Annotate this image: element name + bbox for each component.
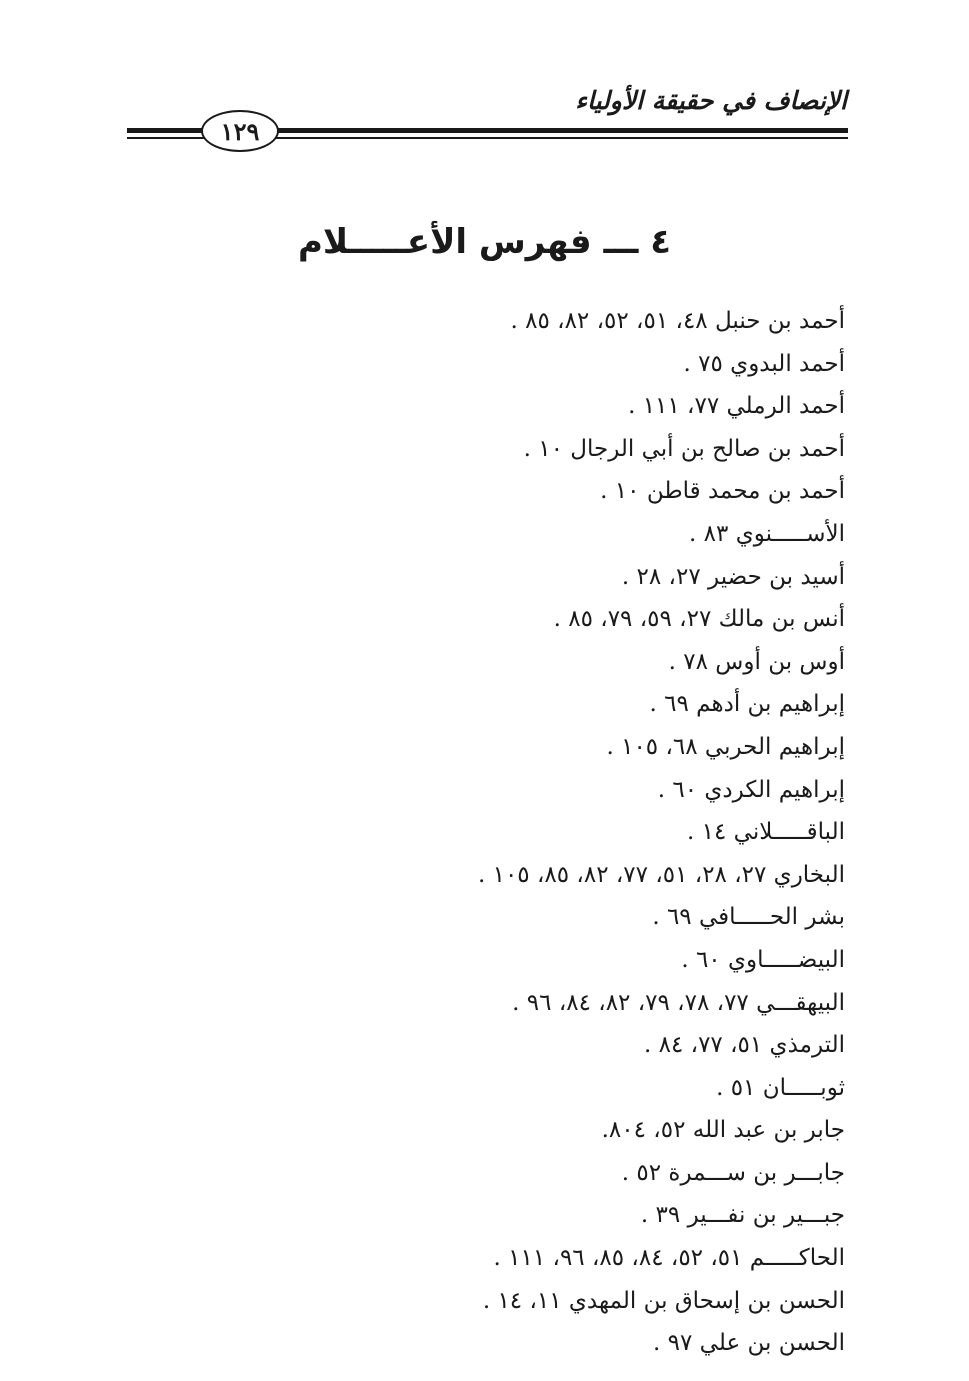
index-entry: أسيد بن حضير ٢٧، ٢٨ . — [621, 563, 845, 590]
index-entry: الباقـــــلاني ١٤ . — [687, 819, 845, 846]
index-entry: أحمد بن صالح بن أبي الرجال ١٠ . — [523, 435, 845, 462]
index-entry: الترمذي ٥١، ٧٧، ٨٤ . — [644, 1032, 845, 1059]
index-entry: البيضـــــاوي ٦٠ . — [681, 946, 845, 973]
index-entry: أحمد البدوي ٧٥ . — [683, 350, 845, 377]
index-entry: إبراهيم بن أدهم ٦٩ . — [649, 691, 845, 718]
section-title: ٤ ـــ فهرس الأعـــــلام — [298, 222, 671, 262]
index-entry: الحاكـــــم ٥١، ٥٢، ٨٤، ٨٥، ٩٦، ١١١ . — [493, 1245, 845, 1272]
index-entry: أوس بن أوس ٧٨ . — [668, 648, 845, 675]
names-index-list — [285, 300, 845, 1365]
index-entry: جابر بن عبد الله ٥٢، ٨٠٤. — [601, 1117, 845, 1144]
page-number: ١٢٩ — [220, 116, 260, 146]
page-number-badge — [201, 110, 279, 152]
index-entry: البخاري ٢٧، ٢٨، ٥١، ٧٧، ٨٢، ٨٥، ١٠٥ . — [477, 861, 845, 888]
index-entry: إبراهيم الحربي ٦٨، ١٠٥ . — [606, 733, 845, 760]
index-entry: البيهقـــي ٧٧، ٧٨، ٧٩، ٨٢، ٨٤، ٩٦ . — [512, 989, 845, 1016]
index-entry: ثوبـــــان ٥١ . — [716, 1074, 845, 1101]
index-entry: الحسن بن إسحاق بن المهدي ١١، ١٤ . — [482, 1287, 845, 1314]
running-title: الإنصاف في حقيقة الأولياء — [575, 86, 847, 115]
index-entry: الحسن بن علي ٩٧ . — [653, 1330, 845, 1357]
index-entry: بشر الحـــــافي ٦٩ . — [652, 904, 845, 931]
index-entry: أنس بن مالك ٢٧، ٥٩، ٧٩، ٨٥ . — [553, 606, 845, 633]
index-entry: أحمد بن محمد قاطن ١٠ . — [600, 478, 845, 505]
index-entry: جابـــر بن ســـمرة ٥٢ . — [621, 1159, 845, 1186]
index-entry: جبـــير بن نفـــير ٣٩ . — [640, 1202, 845, 1229]
index-entry: الأســـــنوي ٨٣ . — [689, 520, 845, 547]
index-entry: أحمد الرملي ٧٧، ١١١ . — [628, 393, 845, 420]
index-entry: إبراهيم الكردي ٦٠ . — [657, 776, 845, 803]
index-entry: أحمد بن حنبل ٤٨، ٥١، ٥٢، ٨٢، ٨٥ . — [510, 308, 845, 334]
